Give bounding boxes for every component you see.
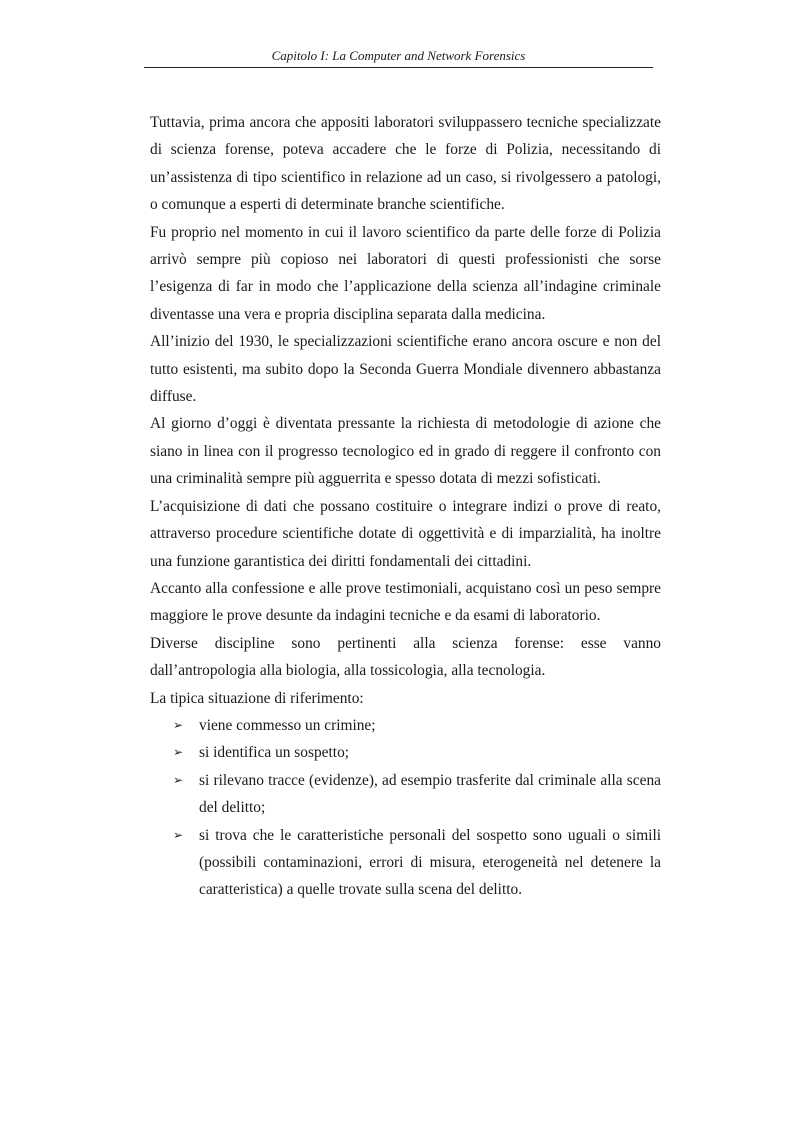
paragraph: Al giorno d’oggi è diventata pressante la richiesta di metodologie di azione che siano in linea con il progresso tecnologico ed in grado di reggere il confronto con una criminalità sempre più agguerrita e spesso dotata di mezzi sofisticati. — [150, 415, 661, 488]
running-header: Capitolo I: La Computer and Network Forensics — [271, 48, 526, 63]
list-item — [173, 739, 661, 766]
list-item — [173, 712, 661, 739]
list-item-text: si identifica un sospetto; — [199, 744, 350, 762]
arrow-bullet-icon: ➢ — [173, 772, 184, 787]
list-item-text: si rilevano tracce (evidenze), ad esempio trasferite dal criminale alla scena del delitto; — [199, 771, 661, 817]
bullet-list — [150, 712, 661, 904]
list-intro: La tipica situazione di riferimento: — [150, 689, 364, 707]
paragraph: L’acquisizione di dati che possano costituire o integrare indizi o prove di reato, attraverso procedure scientifiche dotate di oggettività e di imparzialità, ha inoltre una funzione garantistica dei diritti fondamentali dei cittadini. — [150, 497, 661, 570]
list-item-text: viene commesso un crimine; — [199, 716, 376, 734]
arrow-bullet-icon: ➢ — [173, 717, 184, 732]
document-body — [150, 109, 661, 904]
paragraph: All’inizio del 1930, le specializzazioni scientifiche erano ancora oscure e non del tutto esistenti, ma subito dopo la Seconda Guerra Mondiale divennero abbastanza diffuse. — [150, 333, 661, 406]
list-item — [173, 767, 661, 822]
paragraph: Fu proprio nel momento in cui il lavoro scientifico da parte delle forze di Polizia arrivò sempre più copioso nei laboratori di questi professionisti che sorse l’esigenza di far in modo che l’applicazione della scienza all’indagine criminale diventasse una vera e propria disciplina separata dalla medicina. — [150, 223, 661, 323]
header-rule — [144, 67, 653, 68]
paragraph: Accanto alla confessione e alle prove testimoniali, acquistano così un peso sempre maggiore le prove desunte da indagini tecniche e da esami di laboratorio. — [150, 579, 661, 625]
paragraph: Diverse discipline sono pertinenti alla scienza forense: esse vanno dall’antropologia alla biologia, alla tossicologia, alla tecnologia. — [150, 634, 661, 680]
paragraph: Tuttavia, prima ancora che appositi laboratori sviluppassero tecniche specializzate di scienza forense, poteva accadere che le forze di Polizia, necessitando di un’assistenza di tipo scientifico in relazione ad un caso, si rivolgessero a patologi, o comunque a esperti di determinate branche scientifiche. — [150, 114, 661, 214]
list-item-text: si trova che le caratteristiche personali del sospetto sono uguali o simili (possibili contaminazioni, errori di misura, eterogeneità nel detenere la caratteristica) a quelle trovate sulla scena del delitto. — [199, 826, 661, 899]
arrow-bullet-icon: ➢ — [173, 745, 184, 760]
list-item — [173, 822, 661, 904]
arrow-bullet-icon: ➢ — [173, 827, 184, 842]
